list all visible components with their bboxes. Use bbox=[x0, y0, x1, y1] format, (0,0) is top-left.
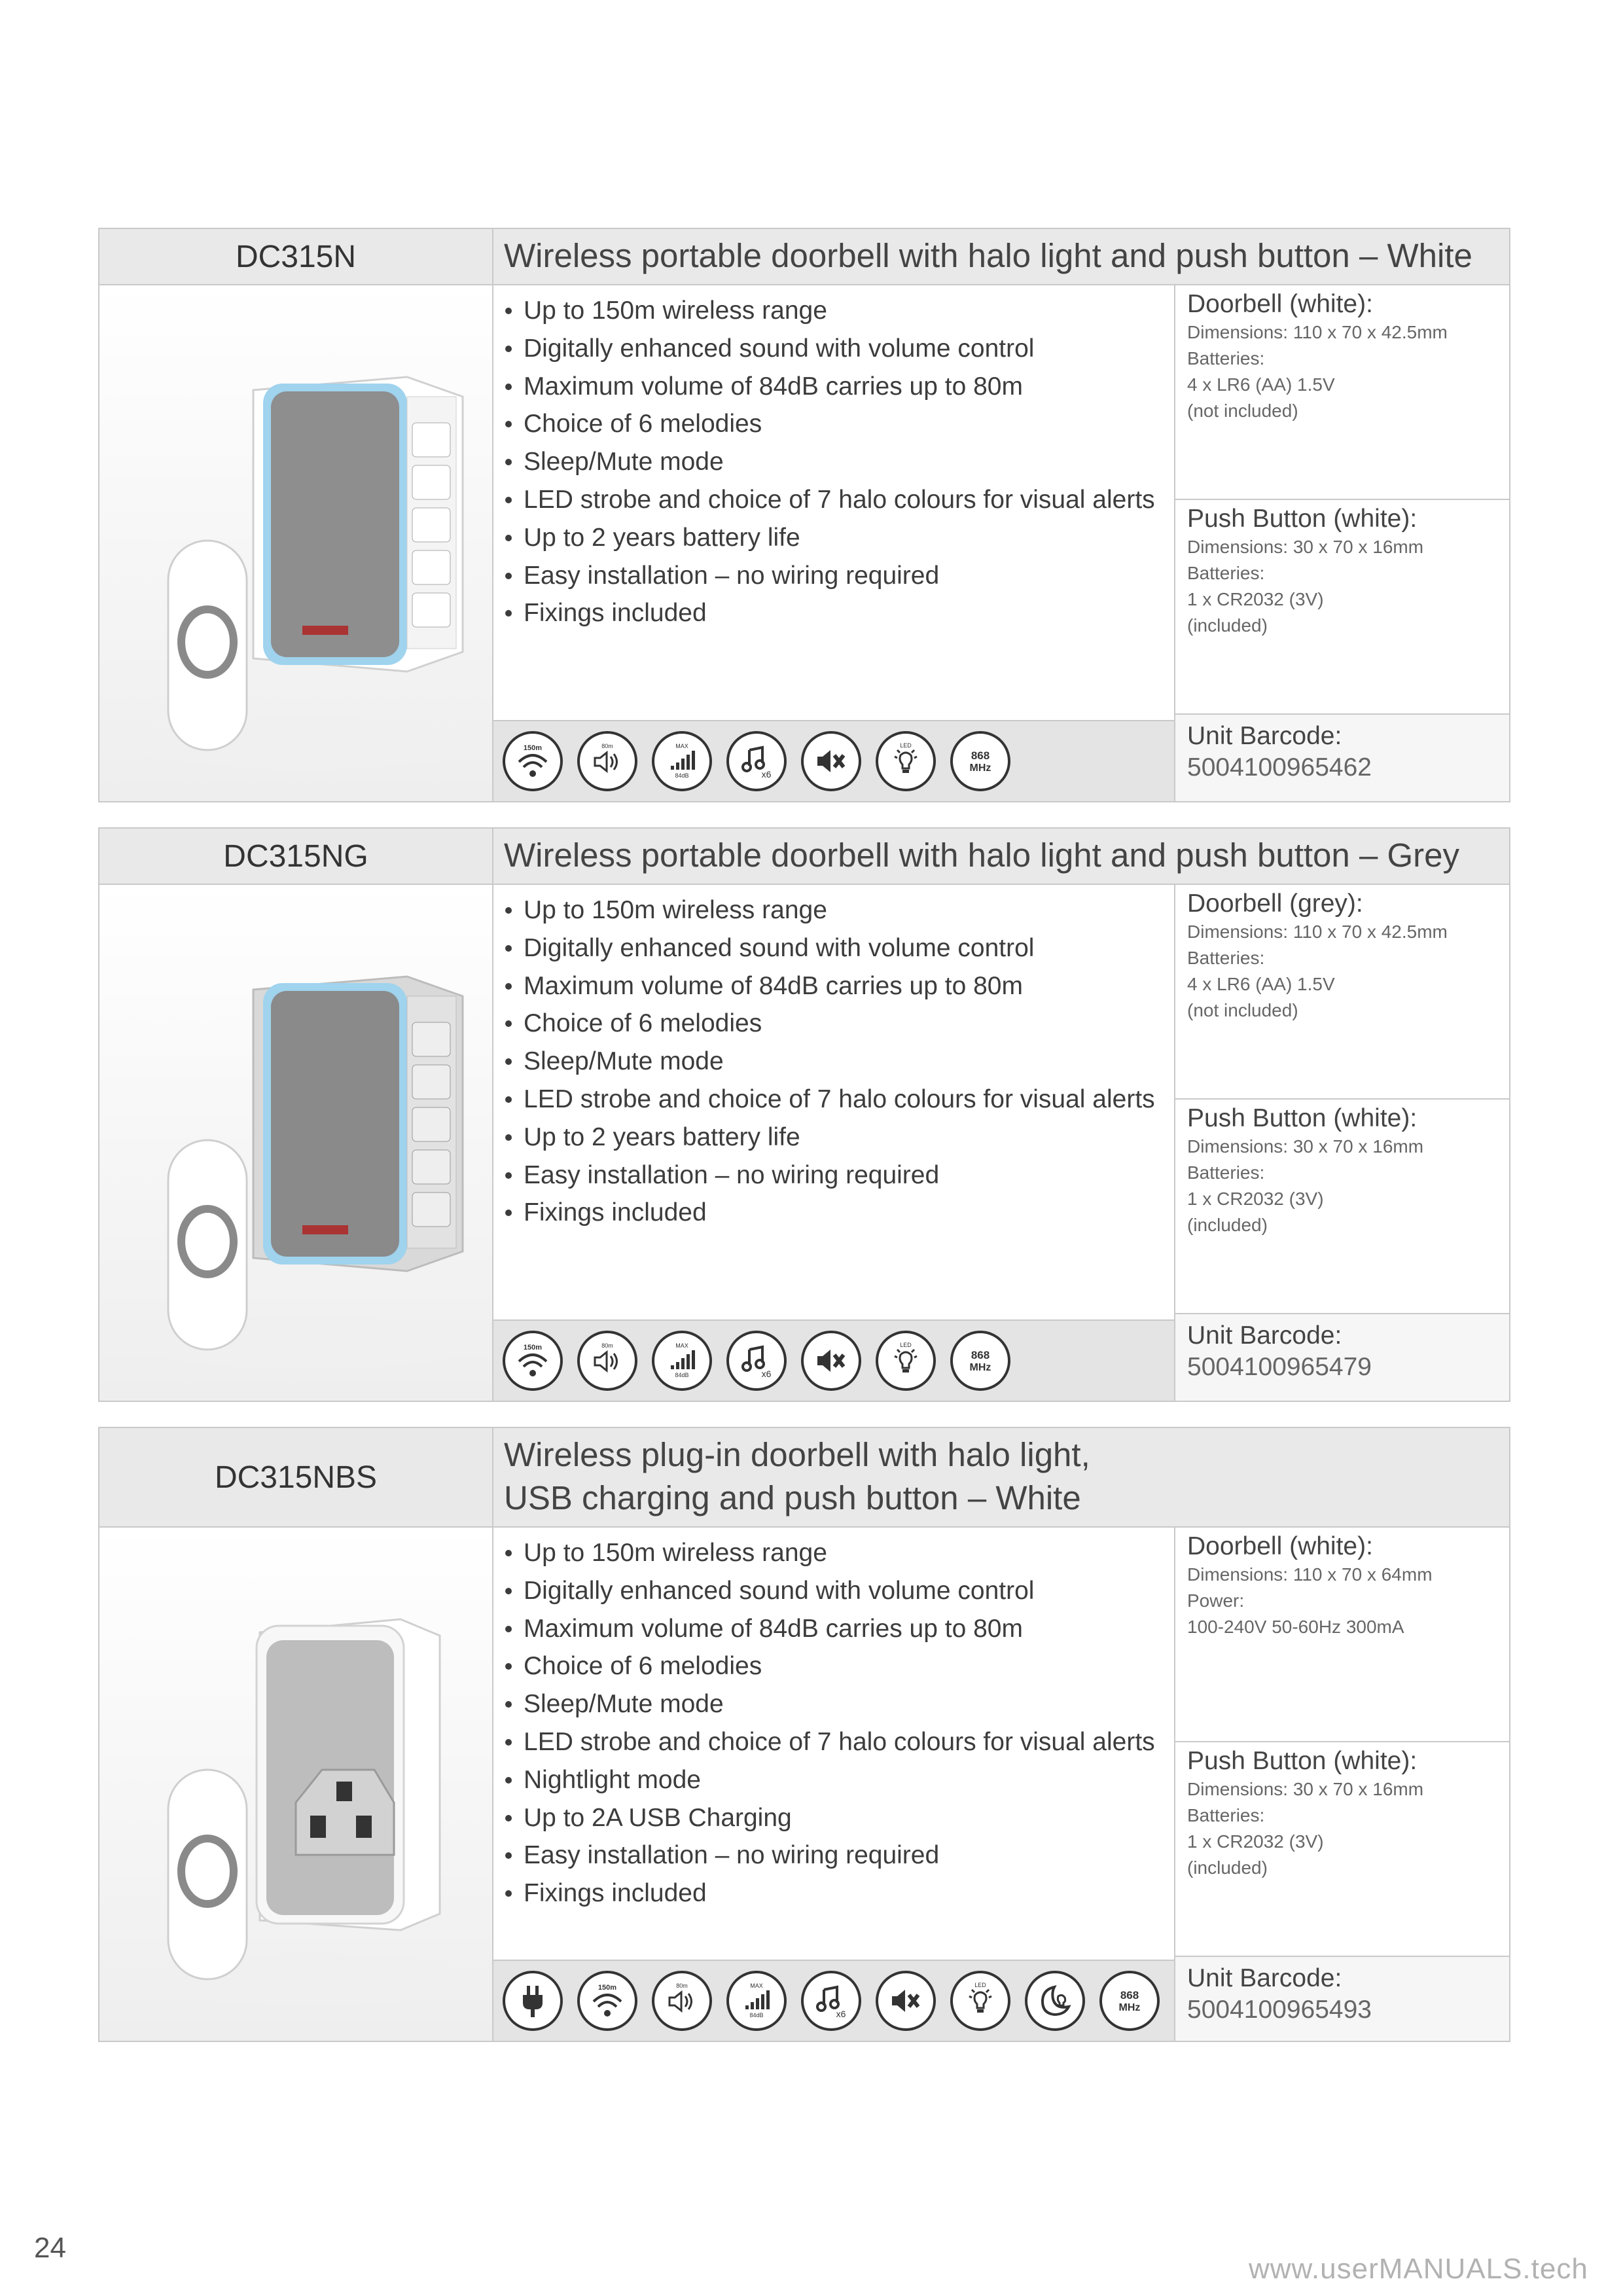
icon-label: 868 bbox=[1120, 1989, 1139, 2001]
spec-line: Batteries: bbox=[1187, 563, 1265, 583]
push-spec-heading: Push Button (white): bbox=[1187, 505, 1418, 533]
led-icon bbox=[950, 1971, 1010, 2031]
icon-label: 868 bbox=[971, 1349, 990, 1361]
feature-item: Up to 150m wireless range bbox=[524, 292, 1174, 330]
doorbell-spec-heading: Doorbell (grey): bbox=[1187, 889, 1363, 918]
product-dc315ng bbox=[98, 827, 1510, 1402]
features-column bbox=[493, 885, 1175, 1401]
spec-line: Batteries: bbox=[1187, 1805, 1265, 1825]
melodies-x6-icon bbox=[726, 731, 787, 791]
mute-icon bbox=[876, 1971, 936, 2031]
feature-item: Maximum volume of 84dB carries up to 80m bbox=[524, 368, 1174, 406]
features-column bbox=[493, 285, 1175, 801]
doorbell-illustration bbox=[99, 285, 492, 801]
product-code: DC315NG bbox=[99, 829, 493, 884]
plugin-doorbell-illustration bbox=[99, 1528, 492, 2041]
product-title-line: Wireless plug-in doorbell with halo light, bbox=[504, 1436, 1090, 1473]
features-list bbox=[493, 885, 1174, 1319]
icon-label: MHz bbox=[969, 1362, 991, 1373]
product-header bbox=[99, 829, 1509, 885]
max-84db-icon bbox=[726, 1971, 787, 2031]
doorbell-specs bbox=[1175, 1528, 1509, 1742]
feature-item: Fixings included bbox=[524, 594, 1174, 632]
doorbell-spec-heading: Doorbell (white): bbox=[1187, 1532, 1373, 1560]
doorbell-spec-heading: Doorbell (white): bbox=[1187, 290, 1373, 318]
barcode-box bbox=[1175, 1957, 1509, 2041]
feature-item: Easy installation – no wiring required bbox=[524, 1157, 1174, 1194]
barcode-label: Unit Barcode: bbox=[1187, 1321, 1342, 1350]
specs-column bbox=[1175, 885, 1509, 1401]
spec-line: (included) bbox=[1187, 615, 1268, 636]
spec-line: Batteries: bbox=[1187, 1162, 1265, 1183]
feature-item: Up to 150m wireless range bbox=[524, 1534, 1174, 1572]
feature-item: Sleep/Mute mode bbox=[524, 443, 1174, 481]
868mhz-icon bbox=[1099, 1971, 1160, 2031]
feature-icons-row bbox=[493, 720, 1174, 801]
feature-item: Easy installation – no wiring required bbox=[524, 557, 1174, 595]
product-image bbox=[99, 885, 493, 1401]
doorbell-illustration bbox=[99, 885, 492, 1401]
feature-item: Choice of 6 melodies bbox=[524, 1647, 1174, 1685]
spec-line: 1 x CR2032 (3V) bbox=[1187, 1189, 1324, 1209]
feature-item: Easy installation – no wiring required bbox=[524, 1837, 1174, 1874]
doorbell-specs bbox=[1175, 285, 1509, 500]
feature-item: Sleep/Mute mode bbox=[524, 1043, 1174, 1081]
spec-line: 1 x CR2032 (3V) bbox=[1187, 1831, 1324, 1852]
barcode-label: Unit Barcode: bbox=[1187, 722, 1342, 750]
icon-label: 150m bbox=[523, 744, 543, 752]
spec-line: Dimensions: 110 x 70 x 42.5mm bbox=[1187, 322, 1448, 342]
spec-line: Dimensions: 30 x 70 x 16mm bbox=[1187, 1779, 1424, 1799]
feature-item: Fixings included bbox=[524, 1874, 1174, 1912]
spec-line: Dimensions: 110 x 70 x 42.5mm bbox=[1187, 922, 1448, 942]
icon-label: MAX bbox=[750, 1982, 763, 1989]
icon-label: 84dB bbox=[675, 772, 689, 779]
watermark: www.userMANUALS.tech bbox=[1249, 2253, 1588, 2285]
feature-item: Up to 2A USB Charging bbox=[524, 1799, 1174, 1837]
icon-label: 150m bbox=[523, 1344, 543, 1352]
push-button-specs bbox=[1175, 500, 1509, 715]
868mhz-icon bbox=[950, 731, 1010, 791]
icon-label: 80m bbox=[676, 1982, 688, 1989]
product-body bbox=[99, 1528, 1509, 2041]
spec-line: (not included) bbox=[1187, 1000, 1298, 1020]
icon-label: MAX bbox=[675, 743, 688, 749]
barcode-box bbox=[1175, 715, 1509, 801]
feature-item: Choice of 6 melodies bbox=[524, 405, 1174, 443]
features-list bbox=[493, 1528, 1174, 1960]
feature-item: Maximum volume of 84dB carries up to 80m bbox=[524, 967, 1174, 1005]
feature-item: Fixings included bbox=[524, 1194, 1174, 1232]
feature-item: Up to 2 years battery life bbox=[524, 1119, 1174, 1157]
product-header bbox=[99, 229, 1509, 285]
barcode-number: 5004100965462 bbox=[1187, 753, 1372, 781]
icon-label: 868 bbox=[971, 749, 990, 762]
spec-line: Batteries: bbox=[1187, 348, 1265, 368]
specs-column bbox=[1175, 1528, 1509, 2041]
barcode-label: Unit Barcode: bbox=[1187, 1964, 1342, 1992]
barcode-box bbox=[1175, 1314, 1509, 1401]
product-dc315n bbox=[98, 228, 1510, 802]
feature-item: Digitally enhanced sound with volume control bbox=[524, 330, 1174, 368]
max-84db-icon bbox=[652, 731, 712, 791]
volume-80m-icon bbox=[577, 1331, 637, 1391]
product-code: DC315N bbox=[99, 229, 493, 284]
barcode-number: 5004100965493 bbox=[1187, 1996, 1372, 2024]
icon-label: LED bbox=[900, 742, 912, 749]
product-title: Wireless portable doorbell with halo light and push button – Grey bbox=[504, 836, 1459, 874]
barcode-number: 5004100965479 bbox=[1187, 1353, 1372, 1381]
led-icon bbox=[876, 1331, 936, 1391]
product-dc315nbs bbox=[98, 1427, 1510, 2042]
feature-icons-row bbox=[493, 1319, 1174, 1401]
icon-label: x6 bbox=[836, 2009, 846, 2019]
icon-label: x6 bbox=[761, 769, 772, 780]
icon-label: 80m bbox=[601, 743, 613, 749]
868mhz-icon bbox=[950, 1331, 1010, 1391]
feature-item: Nightlight mode bbox=[524, 1761, 1174, 1799]
volume-80m-icon bbox=[577, 731, 637, 791]
spec-line: Dimensions: 30 x 70 x 16mm bbox=[1187, 1136, 1424, 1157]
mute-icon bbox=[801, 731, 861, 791]
max-84db-icon bbox=[652, 1331, 712, 1391]
spec-line: 100-240V 50-60Hz 300mA bbox=[1187, 1617, 1404, 1637]
feature-item: LED strobe and choice of 7 halo colours for visual alerts bbox=[524, 1081, 1174, 1119]
feature-icons-row bbox=[493, 1960, 1174, 2041]
features-column bbox=[493, 1528, 1175, 2041]
feature-item: Up to 2 years battery life bbox=[524, 519, 1174, 557]
icon-label: MHz bbox=[1118, 2002, 1141, 2013]
feature-item: Digitally enhanced sound with volume control bbox=[524, 1572, 1174, 1610]
push-button-specs bbox=[1175, 1100, 1509, 1314]
volume-80m-icon bbox=[652, 1971, 712, 2031]
push-spec-heading: Push Button (white): bbox=[1187, 1747, 1418, 1775]
feature-item: Choice of 6 melodies bbox=[524, 1005, 1174, 1043]
spec-line: (included) bbox=[1187, 1857, 1268, 1878]
melodies-x6-icon bbox=[726, 1331, 787, 1391]
spec-line: 4 x LR6 (AA) 1.5V bbox=[1187, 374, 1335, 395]
push-spec-heading: Push Button (white): bbox=[1187, 1104, 1418, 1132]
icon-label: 80m bbox=[601, 1342, 613, 1349]
product-body bbox=[99, 885, 1509, 1401]
spec-line: Dimensions: 110 x 70 x 64mm bbox=[1187, 1564, 1433, 1585]
feature-item: LED strobe and choice of 7 halo colours for visual alerts bbox=[524, 1723, 1174, 1761]
wireless-150m-icon bbox=[577, 1971, 637, 2031]
page-number: 24 bbox=[34, 2232, 66, 2264]
product-body bbox=[99, 285, 1509, 801]
spec-line: Dimensions: 30 x 70 x 16mm bbox=[1187, 537, 1424, 557]
product-header bbox=[99, 1428, 1509, 1528]
icon-label: 84dB bbox=[675, 1372, 689, 1378]
spec-line: (not included) bbox=[1187, 401, 1298, 421]
icon-label: x6 bbox=[761, 1369, 772, 1379]
specs-column bbox=[1175, 285, 1509, 801]
icon-label: 84dB bbox=[749, 2012, 764, 2018]
product-title: Wireless portable doorbell with halo light and push button – White bbox=[504, 237, 1472, 274]
push-button-specs bbox=[1175, 1742, 1509, 1957]
product-title bbox=[493, 1428, 1509, 1526]
icon-label: MHz bbox=[969, 762, 991, 774]
product-title-line: USB charging and push button – White bbox=[504, 1479, 1081, 1516]
spec-line: Power: bbox=[1187, 1590, 1245, 1611]
spec-line: 4 x LR6 (AA) 1.5V bbox=[1187, 974, 1335, 994]
doorbell-specs bbox=[1175, 885, 1509, 1100]
product-image bbox=[99, 1528, 493, 2041]
nightlight-icon bbox=[1025, 1971, 1085, 2031]
wireless-150m-icon bbox=[503, 731, 563, 791]
spec-line: 1 x CR2032 (3V) bbox=[1187, 589, 1324, 609]
mute-icon bbox=[801, 1331, 861, 1391]
wireless-150m-icon bbox=[503, 1331, 563, 1391]
product-image bbox=[99, 285, 493, 801]
feature-item: Sleep/Mute mode bbox=[524, 1685, 1174, 1723]
feature-item: LED strobe and choice of 7 halo colours for visual alerts bbox=[524, 481, 1174, 519]
icon-label: LED bbox=[974, 1982, 986, 1988]
feature-item: Digitally enhanced sound with volume control bbox=[524, 929, 1174, 967]
led-icon bbox=[876, 731, 936, 791]
product-code: DC315NBS bbox=[99, 1428, 493, 1526]
spec-line: Batteries: bbox=[1187, 948, 1265, 968]
melodies-x6-icon bbox=[801, 1971, 861, 2031]
features-list bbox=[493, 285, 1174, 720]
icon-label: LED bbox=[900, 1342, 912, 1348]
plug-icon bbox=[503, 1971, 563, 2031]
feature-item: Up to 150m wireless range bbox=[524, 891, 1174, 929]
feature-item: Maximum volume of 84dB carries up to 80m bbox=[524, 1610, 1174, 1648]
icon-label: MAX bbox=[675, 1342, 688, 1349]
spec-line: (included) bbox=[1187, 1215, 1268, 1235]
icon-label: 150m bbox=[597, 1984, 617, 1992]
